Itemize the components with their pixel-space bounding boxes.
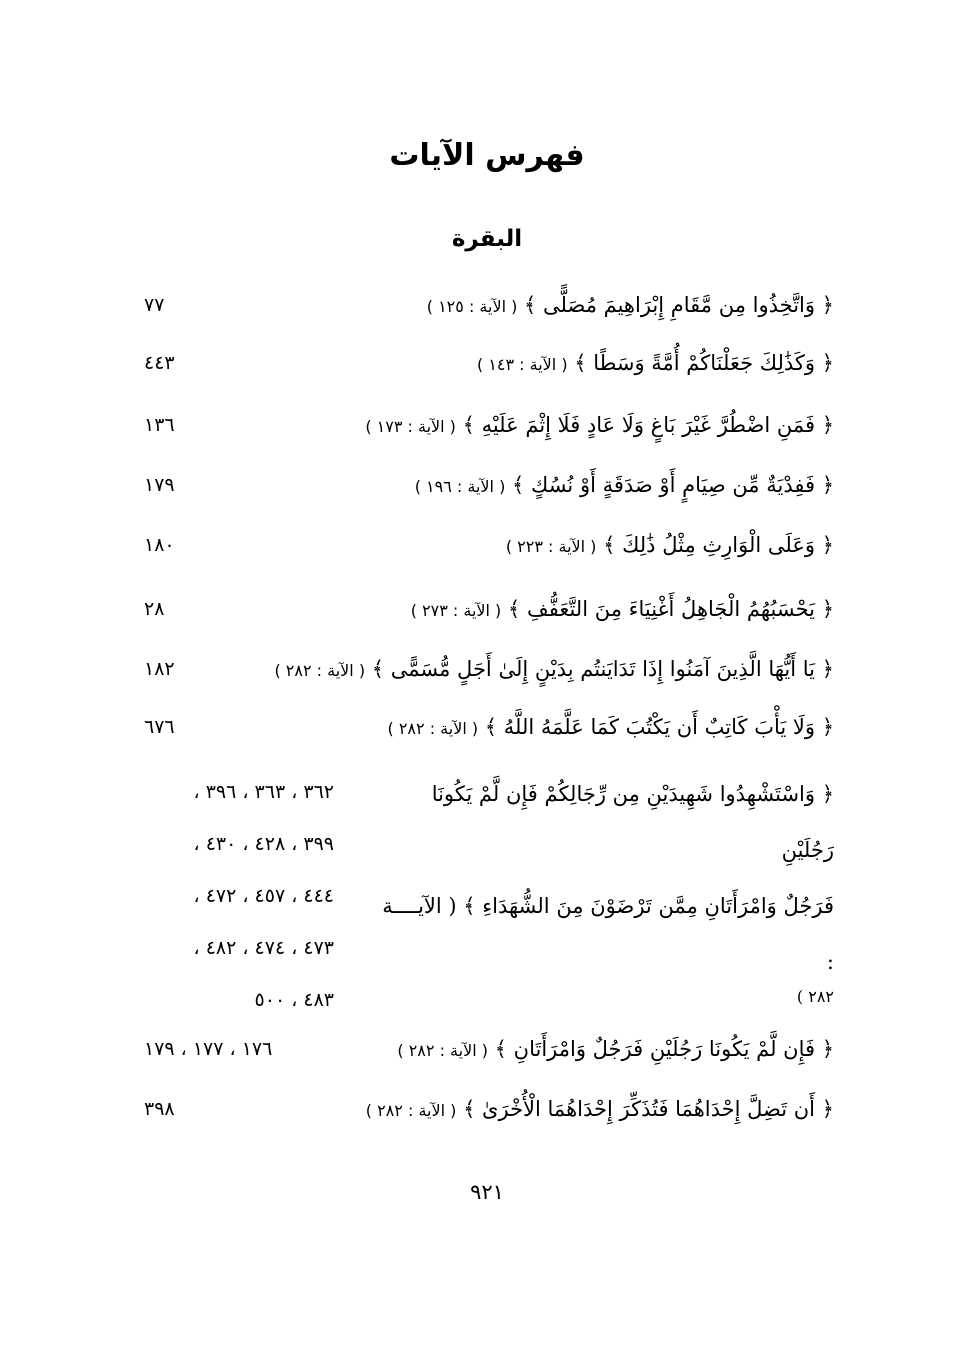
page-number: ٩٢١ — [470, 1180, 504, 1204]
verse-text: ﴿ وَكَذَٰلِكَ جَعَلْنَاكُمْ أُمَّةً وَسَطًا ﴾ ( الآية : ١٤٣ ) — [476, 351, 834, 375]
page-references: ١٣٦ — [144, 414, 175, 436]
page-references: ١٧٦ ، ١٧٧ ، ١٧٩ — [144, 1038, 273, 1060]
list-item — [134, 1034, 834, 1074]
page-references: ٧٧ — [144, 294, 165, 316]
verse-text: ﴿ أَن تَضِلَّ إِحْدَاهُمَا فَتُذَكِّرَ إِحْدَاهُمَا الْأُخْرَىٰ ﴾ ( الآية : ٢٨٢ ) — [365, 1097, 834, 1121]
verse-text: ﴿ فَمَنِ اضْطُرَّ غَيْرَ بَاغٍ وَلَا عَادٍ فَلَا إِثْمَ عَلَيْهِ ﴾ ( الآية : ١٧٣ ) — [365, 413, 834, 437]
page-references-line: ٤٧٣ ، ٤٧٤ ، ٤٨٢ ، — [193, 937, 334, 959]
list-item — [134, 654, 834, 694]
verse-text — [374, 766, 834, 1012]
verse-text: ﴿ فَإِن لَّمْ يَكُونَا رَجُلَيْنِ فَرَجُلٌ وَامْرَأَتَانِ ﴾ ( الآية : ٢٨٢ ) — [397, 1037, 834, 1061]
page-references-line: ٤٤٤ ، ٤٥٧ ، ٤٧٢ ، — [193, 885, 334, 907]
list-item — [134, 712, 834, 752]
list-item — [134, 348, 834, 388]
page-references: ٤٤٣ — [144, 352, 175, 374]
verse-text: ﴿ يَحْسَبُهُمُ الْجَاهِلُ أَغْنِيَاءَ مِنَ التَّعَفُّفِ ﴾ ( الآية : ٢٧٣ ) — [410, 597, 834, 621]
page-title: فهرس الآيات — [389, 138, 585, 173]
list-item-multiline — [134, 766, 834, 1016]
list-item — [134, 290, 834, 330]
list-item — [134, 594, 834, 634]
verse-text: ﴿ وَاتَّخِذُوا مِن مَّقَامِ إِبْرَاهِيمَ مُصَلًّى ﴾ ( الآية : ١٢٥ ) — [426, 293, 834, 317]
section-title: البقرة — [451, 226, 523, 252]
page-references-line: ٣٩٩ ، ٤٢٨ ، ٤٣٠ ، — [193, 833, 334, 855]
page-references: ٣٩٨ — [144, 1098, 175, 1120]
list-item — [134, 1094, 834, 1134]
list-item — [134, 410, 834, 450]
list-item — [134, 530, 834, 570]
page-references: ٦٧٦ — [144, 716, 175, 738]
verse-text: ﴿ يَا أَيُّهَا الَّذِينَ آمَنُوا إِذَا تَدَايَنتُم بِدَيْنٍ إِلَىٰ أَجَلٍ مُّسَمًّى ﴾ ( الآية : ٢٨٢ ) — [274, 657, 834, 681]
page-references-line: ٤٨٣ ، ٥٠٠ — [254, 989, 334, 1011]
page-references-line: ٣٦٢ ، ٣٦٣ ، ٣٩٦ ، — [193, 781, 334, 803]
page-references: ١٧٩ — [144, 474, 175, 496]
verse-line: ﴿ وَاسْتَشْهِدُوا شَهِيدَيْنِ مِن رِّجَالِكُمْ فَإِن لَّمْ يَكُونَا رَجُلَيْنِ — [431, 782, 834, 862]
verse-text: ﴿ فَفِدْيَةٌ مِّن صِيَامٍ أَوْ صَدَقَةٍ أَوْ نُسُكٍ ﴾ ( الآية : ١٩٦ ) — [414, 473, 834, 497]
page-references — [144, 766, 334, 1026]
list-item — [134, 470, 834, 510]
verse-line: فَرَجُلٌ وَامْرَأَتَانِ مِمَّن تَرْضَوْنَ مِنَ الشُّهَدَاءِ ﴾ ( الآيــــة : — [382, 894, 834, 974]
page-references: ٢٨ — [144, 598, 165, 620]
verse-text: ﴿ وَعَلَى الْوَارِثِ مِثْلُ ذَٰلِكَ ﴾ ( الآية : ٢٢٣ ) — [505, 533, 834, 557]
page-references: ١٨٢ — [144, 658, 175, 680]
verse-line: ٢٨٢ ) — [796, 987, 834, 1006]
verse-text: ﴿ وَلَا يَأْبَ كَاتِبٌ أَن يَكْتُبَ كَمَا عَلَّمَهُ اللَّهُ ﴾ ( الآية : ٢٨٢ ) — [387, 715, 834, 739]
page-references: ١٨٠ — [144, 534, 175, 556]
